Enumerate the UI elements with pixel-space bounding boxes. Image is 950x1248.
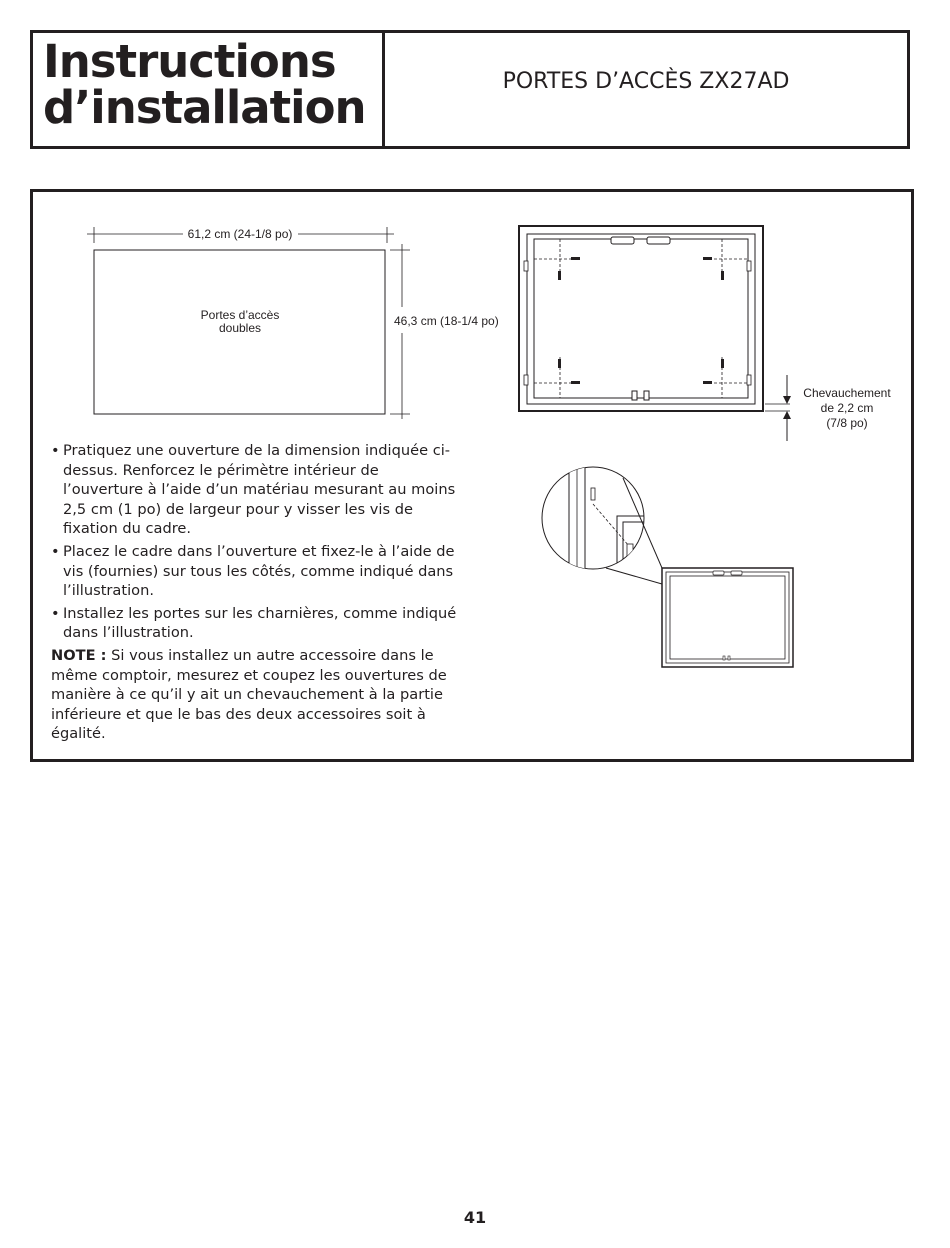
overlap-label-line-3: (7/8 po) bbox=[826, 416, 868, 430]
small-frame-outer bbox=[662, 568, 793, 667]
instruction-bullet: • Placez le cadre dans l’ouverture et fixez-le à l’aide de vis (fournies) sur tous les côtés, comme indiqué dans l’illustration. bbox=[51, 542, 461, 601]
side-bracket-bottom-left bbox=[524, 375, 528, 385]
product-title: PORTES D’ACCÈS ZX27AD bbox=[502, 69, 790, 94]
frame-installation-diagram bbox=[513, 217, 903, 447]
instructions bbox=[51, 441, 461, 744]
top-hinge-right bbox=[647, 237, 670, 244]
page-number: 41 bbox=[463, 1208, 487, 1227]
detail-callout-line-bottom bbox=[606, 568, 662, 584]
opening-label-line-1: Portes d’accès bbox=[200, 308, 280, 322]
screw-icon bbox=[721, 271, 724, 280]
small-frame-opening bbox=[670, 576, 785, 659]
frame-opening bbox=[534, 239, 748, 398]
small-top-hinge-right bbox=[731, 571, 742, 575]
height-dimension-label: 46,3 cm (18-1/4 po) bbox=[394, 314, 499, 328]
bottom-clip-right bbox=[644, 391, 649, 400]
hinge-detail-diagram bbox=[533, 464, 803, 682]
side-bracket-bottom-right bbox=[747, 375, 751, 385]
opening-dimension-diagram bbox=[83, 217, 523, 422]
page-title-line-1: Instructions bbox=[43, 35, 336, 88]
content-box bbox=[30, 189, 914, 762]
header-title-cell bbox=[33, 33, 385, 146]
overlap-label-line-2: de 2,2 cm bbox=[820, 401, 874, 415]
instruction-bullet: • Pratiquez une ouverture de la dimension indiquée ci-dessus. Renforcez le périmètre intérieur de l’ouverture à l’aide d’un matériau mesurant au moins 2,5 cm (1 po) de largeur pour y visser les vis de fixation du cadre. bbox=[51, 441, 461, 539]
overlap-arrow-down-icon bbox=[783, 396, 791, 404]
small-bottom-clip-left bbox=[723, 656, 725, 660]
overlap-label-line-1: Chevauchement bbox=[803, 386, 891, 400]
top-hinge-left bbox=[611, 237, 634, 244]
note-label: NOTE : bbox=[51, 646, 107, 664]
note-paragraph bbox=[51, 646, 461, 744]
screw-icon bbox=[721, 359, 724, 368]
frame-inner bbox=[527, 234, 755, 404]
side-bracket-top-right bbox=[747, 261, 751, 271]
screws bbox=[558, 257, 724, 384]
instruction-list bbox=[51, 441, 461, 643]
page-title-line-2: d’installation bbox=[43, 81, 366, 134]
page-title bbox=[43, 35, 366, 134]
small-bottom-clip-right bbox=[728, 656, 730, 660]
note-text: Si vous installez un autre accessoire dans le même comptoir, mesurez et coupez les ouvertures de manière à ce qu’il y ait un chevauchement à la partie inférieure et que le bas des deux accessoires soit à égalité. bbox=[51, 646, 447, 743]
screw-icon bbox=[703, 381, 712, 384]
width-dimension-label: 61,2 cm (24-1/8 po) bbox=[187, 227, 293, 241]
side-bracket-top-left bbox=[524, 261, 528, 271]
small-frame-inner bbox=[666, 572, 789, 663]
screw-icon bbox=[558, 359, 561, 368]
small-top-hinge-left bbox=[713, 571, 724, 575]
screw-icon bbox=[571, 257, 580, 260]
opening-label-line-2: doubles bbox=[218, 321, 262, 335]
screw-icon bbox=[703, 257, 712, 260]
screw-icon bbox=[558, 271, 561, 280]
page-header bbox=[30, 30, 910, 149]
overlap-arrow-up-icon bbox=[783, 411, 791, 419]
instruction-bullet: • Installez les portes sur les charnières, comme indiqué dans l’illustration. bbox=[51, 604, 461, 643]
bottom-clip-left bbox=[632, 391, 637, 400]
screw-icon bbox=[571, 381, 580, 384]
screw-guide-lines bbox=[534, 239, 748, 398]
